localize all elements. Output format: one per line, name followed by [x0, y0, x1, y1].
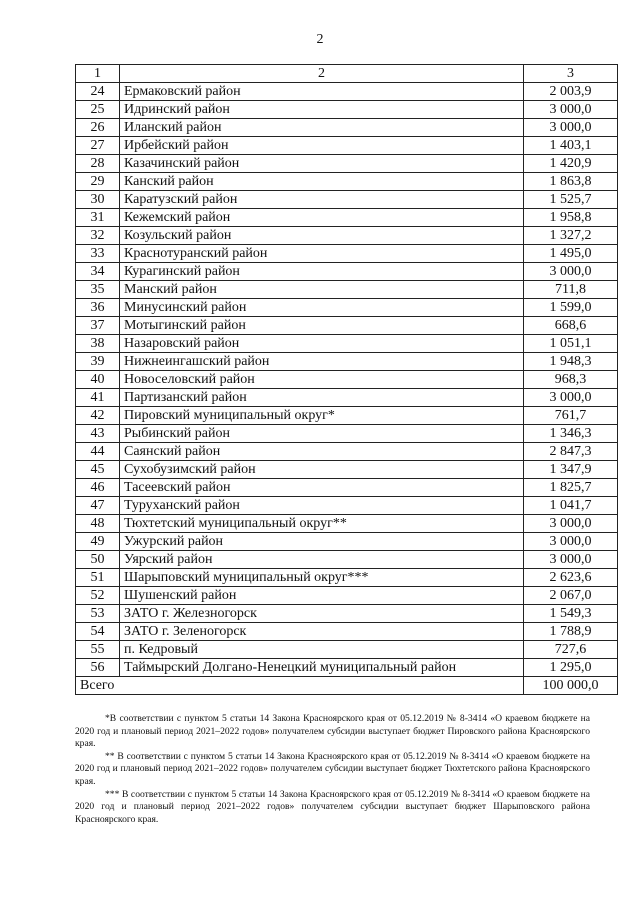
row-amount-cell: 2 847,3	[524, 443, 618, 461]
row-number-cell: 44	[76, 443, 120, 461]
row-number-cell: 56	[76, 659, 120, 677]
table-row	[76, 461, 618, 479]
row-amount-cell: 1 347,9	[524, 461, 618, 479]
row-number-cell: 52	[76, 587, 120, 605]
row-number-cell: 55	[76, 641, 120, 659]
row-name-cell: Кежемский район	[120, 209, 524, 227]
row-number-cell: 38	[76, 335, 120, 353]
footnotes	[75, 713, 590, 826]
row-name-cell: Краснотуранский район	[120, 245, 524, 263]
row-number-cell: 51	[76, 569, 120, 587]
footnote-sharypovsky: *** В соответствии с пунктом 5 статьи 14 Закона Красноярского края от 05.12.2019 № 8-3414 «О краевом бюджете на 2020 год и плановый период 2021–2022 годов» получателем субсидии выступает бюджет Шарыповского района Красноярского края.	[75, 788, 590, 825]
footnote-tyukhtetsky: ** В соответствии с пунктом 5 статьи 14 Закона Красноярского края от 05.12.2019 № 8-3414 «О краевом бюджете на 2020 год и плановый период 2021–2022 годов» получателем субсидии выступает бюджет Тюхтетского района Красноярского края.	[75, 750, 590, 787]
row-number-cell: 29	[76, 173, 120, 191]
row-name-cell: Ужурский район	[120, 533, 524, 551]
row-name-cell: Минусинский район	[120, 299, 524, 317]
total-amount-cell: 100 000,0	[524, 677, 618, 695]
table-header-row	[76, 65, 618, 83]
row-number-cell: 31	[76, 209, 120, 227]
row-amount-cell: 1 327,2	[524, 227, 618, 245]
page-number: 2	[316, 32, 324, 47]
row-number-cell: 47	[76, 497, 120, 515]
table-row	[76, 155, 618, 173]
table-row	[76, 407, 618, 425]
row-amount-cell: 3 000,0	[524, 389, 618, 407]
row-amount-cell: 2 067,0	[524, 587, 618, 605]
row-amount-cell: 3 000,0	[524, 119, 618, 137]
row-name-cell: Ермаковский район	[120, 83, 524, 101]
row-amount-cell: 1 549,3	[524, 605, 618, 623]
row-amount-cell: 3 000,0	[524, 101, 618, 119]
row-amount-cell: 3 000,0	[524, 551, 618, 569]
table-row	[76, 209, 618, 227]
row-amount-cell: 1 788,9	[524, 623, 618, 641]
row-number-cell: 46	[76, 479, 120, 497]
table-row	[76, 281, 618, 299]
table-row	[76, 623, 618, 641]
row-amount-cell: 711,8	[524, 281, 618, 299]
row-name-cell: Новоселовский район	[120, 371, 524, 389]
row-name-cell: Рыбинский район	[120, 425, 524, 443]
table-row	[76, 371, 618, 389]
row-number-cell: 37	[76, 317, 120, 335]
row-amount-cell: 3 000,0	[524, 533, 618, 551]
table-row	[76, 587, 618, 605]
row-number-cell: 45	[76, 461, 120, 479]
header-cell-amount: 3	[524, 65, 618, 83]
table-row	[76, 551, 618, 569]
row-amount-cell: 1 051,1	[524, 335, 618, 353]
table-row	[76, 227, 618, 245]
row-name-cell: Ирбейский район	[120, 137, 524, 155]
row-amount-cell: 668,6	[524, 317, 618, 335]
row-amount-cell: 2 003,9	[524, 83, 618, 101]
row-amount-cell: 1 495,0	[524, 245, 618, 263]
row-name-cell: Тасеевский район	[120, 479, 524, 497]
row-name-cell: Нижнеингашский район	[120, 353, 524, 371]
subsidy-table	[75, 64, 618, 695]
row-number-cell: 30	[76, 191, 120, 209]
row-amount-cell: 3 000,0	[524, 263, 618, 281]
row-amount-cell: 3 000,0	[524, 515, 618, 533]
table-row	[76, 659, 618, 677]
header-cell-name: 2	[120, 65, 524, 83]
table-row	[76, 479, 618, 497]
row-number-cell: 36	[76, 299, 120, 317]
row-name-cell: Козульский район	[120, 227, 524, 245]
table-row	[76, 245, 618, 263]
row-number-cell: 43	[76, 425, 120, 443]
row-amount-cell: 1 825,7	[524, 479, 618, 497]
row-number-cell: 50	[76, 551, 120, 569]
row-name-cell: Таймырский Долгано-Ненецкий муниципальный район	[120, 659, 524, 677]
row-name-cell: Пировский муниципальный округ*	[120, 407, 524, 425]
row-name-cell: Тюхтетский муниципальный округ**	[120, 515, 524, 533]
row-name-cell: Уярский район	[120, 551, 524, 569]
header-cell-number: 1	[76, 65, 120, 83]
row-name-cell: Саянский район	[120, 443, 524, 461]
row-amount-cell: 1 958,8	[524, 209, 618, 227]
row-name-cell: Назаровский район	[120, 335, 524, 353]
row-amount-cell: 1 525,7	[524, 191, 618, 209]
row-name-cell: Каратузский район	[120, 191, 524, 209]
table-row	[76, 173, 618, 191]
row-number-cell: 49	[76, 533, 120, 551]
row-number-cell: 53	[76, 605, 120, 623]
row-amount-cell: 1 863,8	[524, 173, 618, 191]
table-row	[76, 137, 618, 155]
table-row	[76, 641, 618, 659]
row-number-cell: 35	[76, 281, 120, 299]
table-total-row	[76, 677, 618, 695]
table-row	[76, 443, 618, 461]
table-row	[76, 263, 618, 281]
row-number-cell: 39	[76, 353, 120, 371]
row-amount-cell: 1 420,9	[524, 155, 618, 173]
table-row	[76, 335, 618, 353]
row-number-cell: 41	[76, 389, 120, 407]
row-number-cell: 27	[76, 137, 120, 155]
row-amount-cell: 1 346,3	[524, 425, 618, 443]
table-row	[76, 299, 618, 317]
total-label-cell: Всего	[76, 677, 524, 695]
table-row	[76, 317, 618, 335]
row-name-cell: Канский район	[120, 173, 524, 191]
row-amount-cell: 968,3	[524, 371, 618, 389]
table-row	[76, 353, 618, 371]
row-amount-cell: 1 599,0	[524, 299, 618, 317]
footnote-pirovsky: *В соответствии с пунктом 5 статьи 14 Закона Красноярского края от 05.12.2019 № 8-3414 «О краевом бюджете на 2020 год и плановый период 2021–2022 годов» получателем субсидии выступает бюджет Пировского района Красноярского края.	[75, 713, 590, 750]
row-amount-cell: 761,7	[524, 407, 618, 425]
row-number-cell: 42	[76, 407, 120, 425]
table-row	[76, 425, 618, 443]
table-row	[76, 569, 618, 587]
row-number-cell: 24	[76, 83, 120, 101]
row-number-cell: 40	[76, 371, 120, 389]
row-name-cell: Курагинский район	[120, 263, 524, 281]
table-row	[76, 119, 618, 137]
row-name-cell: Шушенский район	[120, 587, 524, 605]
row-number-cell: 54	[76, 623, 120, 641]
row-number-cell: 28	[76, 155, 120, 173]
row-number-cell: 32	[76, 227, 120, 245]
row-name-cell: п. Кедровый	[120, 641, 524, 659]
table-row	[76, 83, 618, 101]
table-row	[76, 101, 618, 119]
row-amount-cell: 1 948,3	[524, 353, 618, 371]
row-name-cell: ЗАТО г. Железногорск	[120, 605, 524, 623]
table-row	[76, 389, 618, 407]
row-name-cell: Мотыгинский район	[120, 317, 524, 335]
row-name-cell: Манский район	[120, 281, 524, 299]
table-row	[76, 191, 618, 209]
row-name-cell: Партизанский район	[120, 389, 524, 407]
table-row	[76, 515, 618, 533]
row-name-cell: Идринский район	[120, 101, 524, 119]
row-amount-cell: 2 623,6	[524, 569, 618, 587]
row-amount-cell: 1 403,1	[524, 137, 618, 155]
row-amount-cell: 1 295,0	[524, 659, 618, 677]
row-number-cell: 48	[76, 515, 120, 533]
row-amount-cell: 727,6	[524, 641, 618, 659]
row-name-cell: ЗАТО г. Зеленогорск	[120, 623, 524, 641]
row-name-cell: Шарыповский муниципальный округ***	[120, 569, 524, 587]
row-name-cell: Казачинский район	[120, 155, 524, 173]
row-name-cell: Сухобузимский район	[120, 461, 524, 479]
row-number-cell: 34	[76, 263, 120, 281]
table-row	[76, 605, 618, 623]
row-name-cell: Иланский район	[120, 119, 524, 137]
table-body	[76, 65, 618, 695]
table-row	[76, 497, 618, 515]
row-number-cell: 25	[76, 101, 120, 119]
row-number-cell: 26	[76, 119, 120, 137]
row-amount-cell: 1 041,7	[524, 497, 618, 515]
row-name-cell: Туруханский район	[120, 497, 524, 515]
table-row	[76, 533, 618, 551]
row-number-cell: 33	[76, 245, 120, 263]
